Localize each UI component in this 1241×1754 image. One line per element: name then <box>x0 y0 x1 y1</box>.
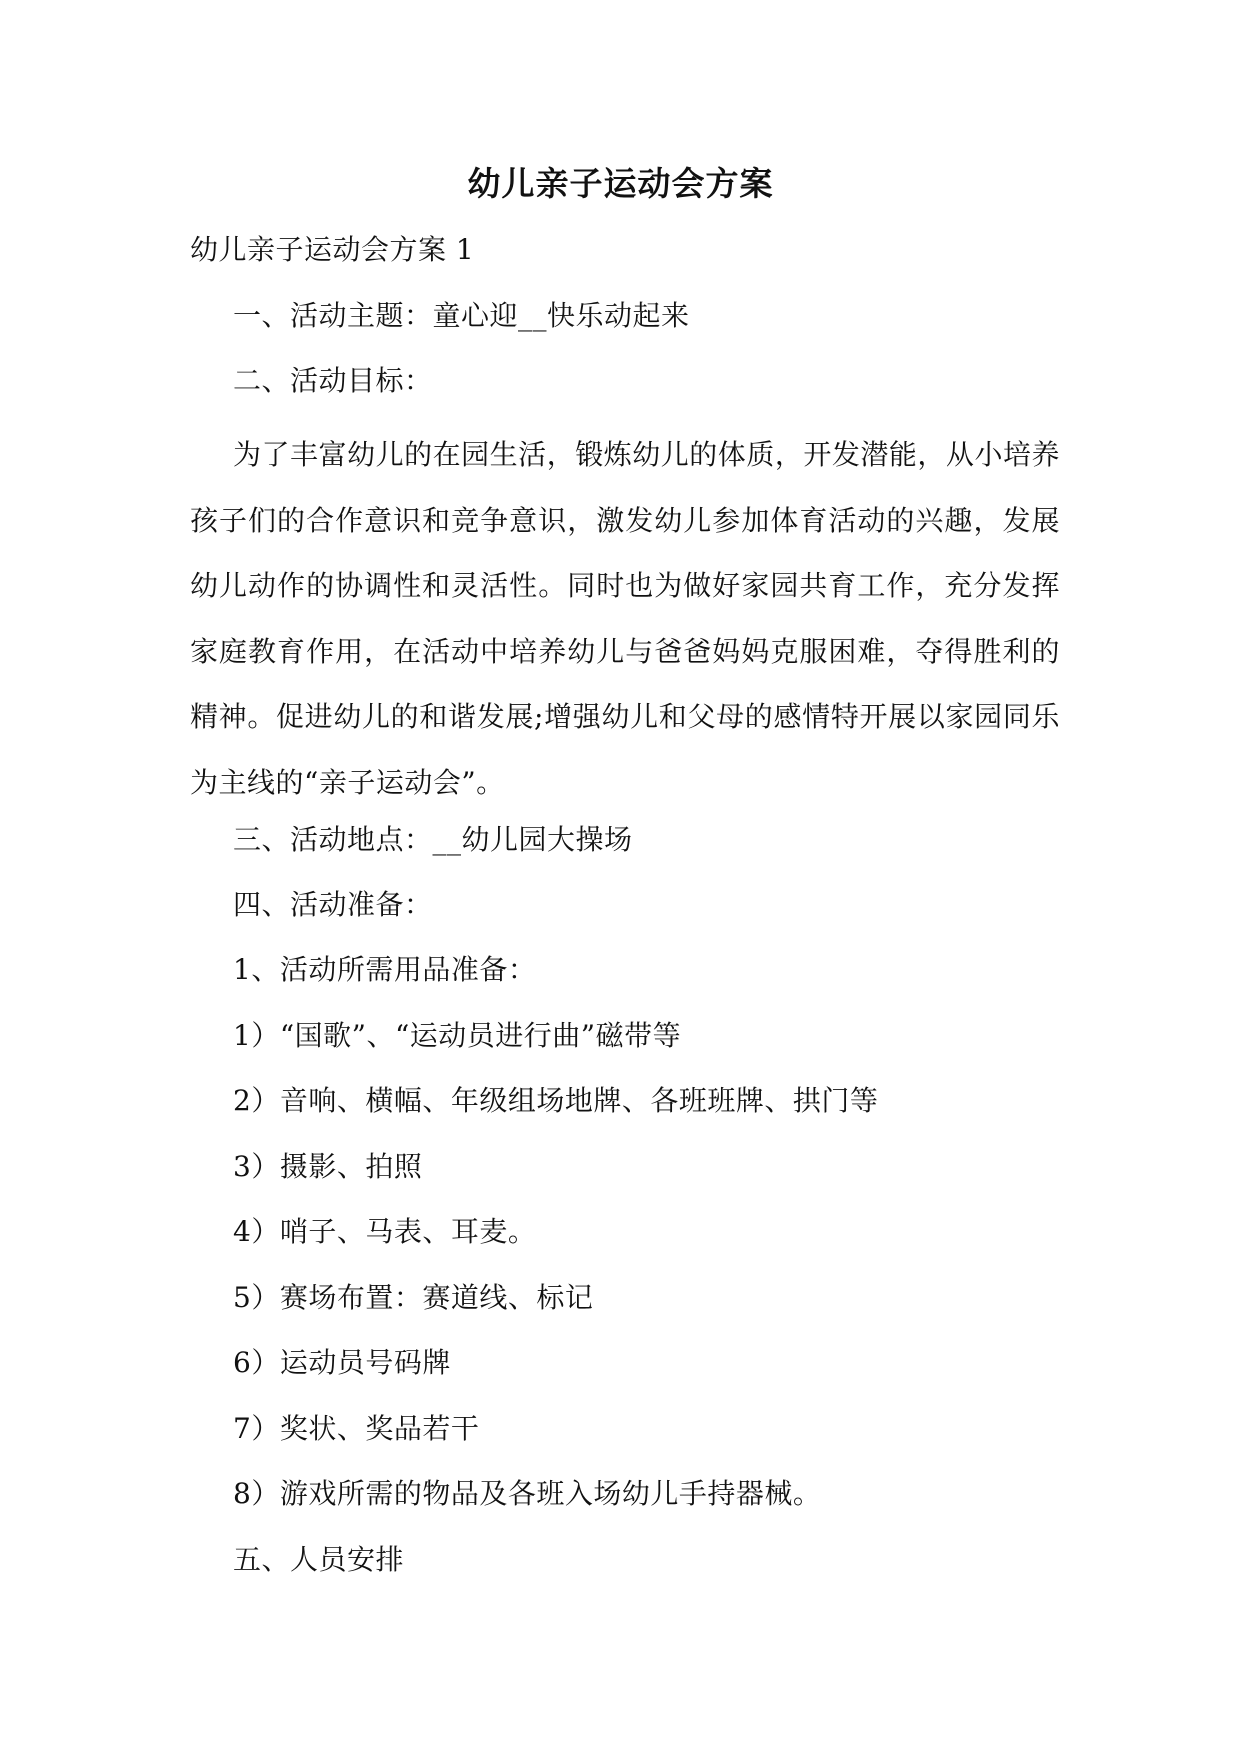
prep-list-item: 4）哨子、马表、耳麦。 <box>233 1215 537 1248</box>
section-goal-body: 为了丰富幼儿的在园生活，锻炼幼儿的体质，开发潜能，从小培养孩子们的合作意识和竞争意识，激发幼儿参加体育活动的兴趣，发展幼儿动作的协调性和灵活性。同时也为做好家园共育工作，充分发挥家庭教育作用，在活动中培养幼儿与爸爸妈妈克服困难，夺得胜利的精神。促进幼儿的和谐发展;增强幼儿和父母的感情特开展以家园同乐为主线的“亲子运动会”。 <box>190 438 1060 799</box>
section-staff-heading: 五、人员安排 <box>233 1543 405 1576</box>
prep-list-item: 7）奖状、奖品若干 <box>233 1412 480 1445</box>
prep-list-item: 5）赛场布置：赛道线、标记 <box>233 1281 594 1314</box>
prep-list-item: 8）游戏所需的物品及各班入场幼儿手持器械。 <box>233 1477 822 1510</box>
document-subtitle: 幼儿亲子运动会方案 1 <box>190 233 475 266</box>
prep-list-item: 2）音响、横幅、年级组场地牌、各班班牌、拱门等 <box>233 1084 879 1117</box>
section-location: 三、活动地点：__幼儿园大操场 <box>233 823 633 856</box>
section-prep-heading: 四、活动准备： <box>233 888 433 921</box>
prep-list-item: 3）摄影、拍照 <box>233 1150 423 1183</box>
section-prep-subheading: 1、活动所需用品准备： <box>233 953 537 986</box>
section-theme: 一、活动主题：童心迎__快乐动起来 <box>233 299 690 332</box>
document-title: 幼儿亲子运动会方案 <box>467 164 774 203</box>
prep-list-item: 6）运动员号码牌 <box>233 1346 451 1379</box>
prep-list-item: 1）“国歌”、“运动员进行曲”磁带等 <box>233 1019 682 1052</box>
section-goal-heading: 二、活动目标： <box>233 364 433 397</box>
